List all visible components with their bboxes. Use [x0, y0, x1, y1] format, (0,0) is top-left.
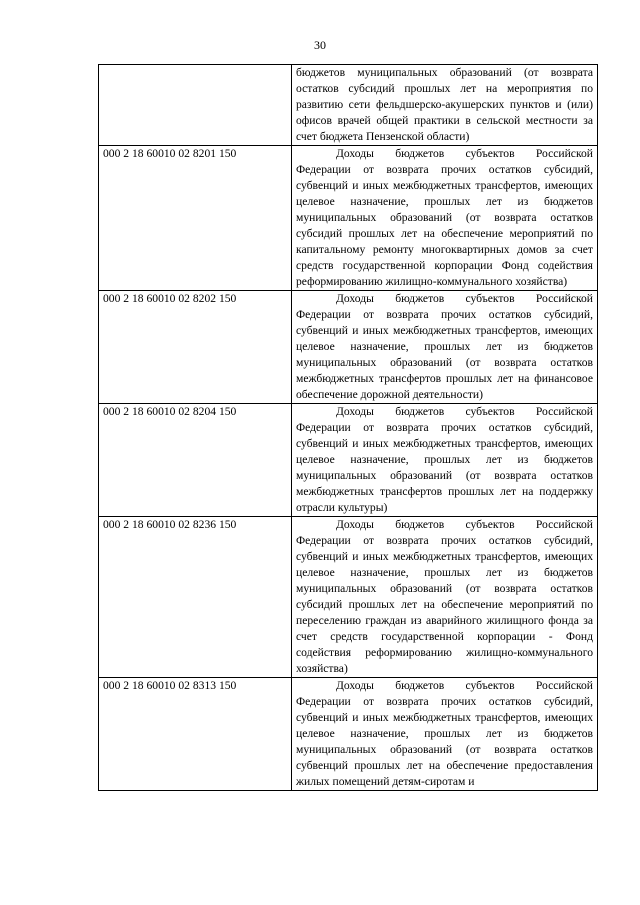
description-cell	[292, 404, 598, 517]
description-cell	[292, 65, 598, 146]
description-text: бюджетов муниципальных образований (от возврата остатков субсидий прошлых лет на мероприятия по развитию сети фельдшерско-акушерских пунктов и (или) офисов врачей общей практики в сельской местности за счет бюджета Пензенской области)	[296, 66, 593, 143]
description-cell	[292, 291, 598, 404]
description-text: Доходы бюджетов субъектов Российской Федерации от возврата прочих остатков субсидий, субвенций и иных межбюджетных трансфертов, имеющих целевое назначение, прошлых лет из бюджетов муниципальных образований (от возврата остатков субсидий прошлых лет на обеспечение мероприятий по переселению граждан из аварийного жилищного фонда за счет средств государственной корпорации - Фонд содействия реформированию жилищно-коммунального хозяйства)	[296, 518, 593, 675]
code-cell: 000 2 18 60010 02 8313 150	[99, 678, 292, 791]
code-cell: 000 2 18 60010 02 8204 150	[99, 404, 292, 517]
code-cell	[99, 65, 292, 146]
description-text: Доходы бюджетов субъектов Российской Федерации от возврата прочих остатков субсидий, субвенций и иных межбюджетных трансфертов, имеющих целевое назначение, прошлых лет из бюджетов муниципальных образований (от возврата остатков субвенций прошлых лет на обеспечение предоставления жилых помещений детям-сиротам и	[296, 679, 593, 788]
code-cell: 000 2 18 60010 02 8202 150	[99, 291, 292, 404]
description-text: Доходы бюджетов субъектов Российской Федерации от возврата прочих остатков субсидий, субвенций и иных межбюджетных трансфертов, имеющих целевое назначение, прошлых лет из бюджетов муниципальных образований (от возврата остатков межбюджетных трансфертов прошлых лет на финансовое обеспечение дорожной деятельности)	[296, 292, 593, 401]
page-number: 30	[314, 38, 326, 52]
description-text: Доходы бюджетов субъектов Российской Федерации от возврата прочих остатков субсидий, субвенций и иных межбюджетных трансфертов, имеющих целевое назначение, прошлых лет из бюджетов муниципальных образований (от возврата остатков субсидий прошлых лет на обеспечение мероприятий по капитальному ремонту многоквартирных домов за счет средств государственной корпорации Фонд содействия реформированию жилищно-коммунального хозяйства)	[296, 147, 593, 288]
table-row	[99, 404, 598, 517]
table-row	[99, 146, 598, 291]
description-cell	[292, 517, 598, 678]
revenue-code-table	[98, 64, 598, 791]
code-cell: 000 2 18 60010 02 8201 150	[99, 146, 292, 291]
table-row	[99, 517, 598, 678]
description-cell	[292, 146, 598, 291]
table-row	[99, 678, 598, 791]
table-row	[99, 291, 598, 404]
code-cell: 000 2 18 60010 02 8236 150	[99, 517, 292, 678]
description-cell	[292, 678, 598, 791]
table-row	[99, 65, 598, 146]
description-text: Доходы бюджетов субъектов Российской Федерации от возврата прочих остатков субсидий, субвенций и иных межбюджетных трансфертов, имеющих целевое назначение, прошлых лет из бюджетов муниципальных образований (от возврата остатков межбюджетных трансфертов прошлых лет на поддержку отрасли культуры)	[296, 405, 593, 514]
